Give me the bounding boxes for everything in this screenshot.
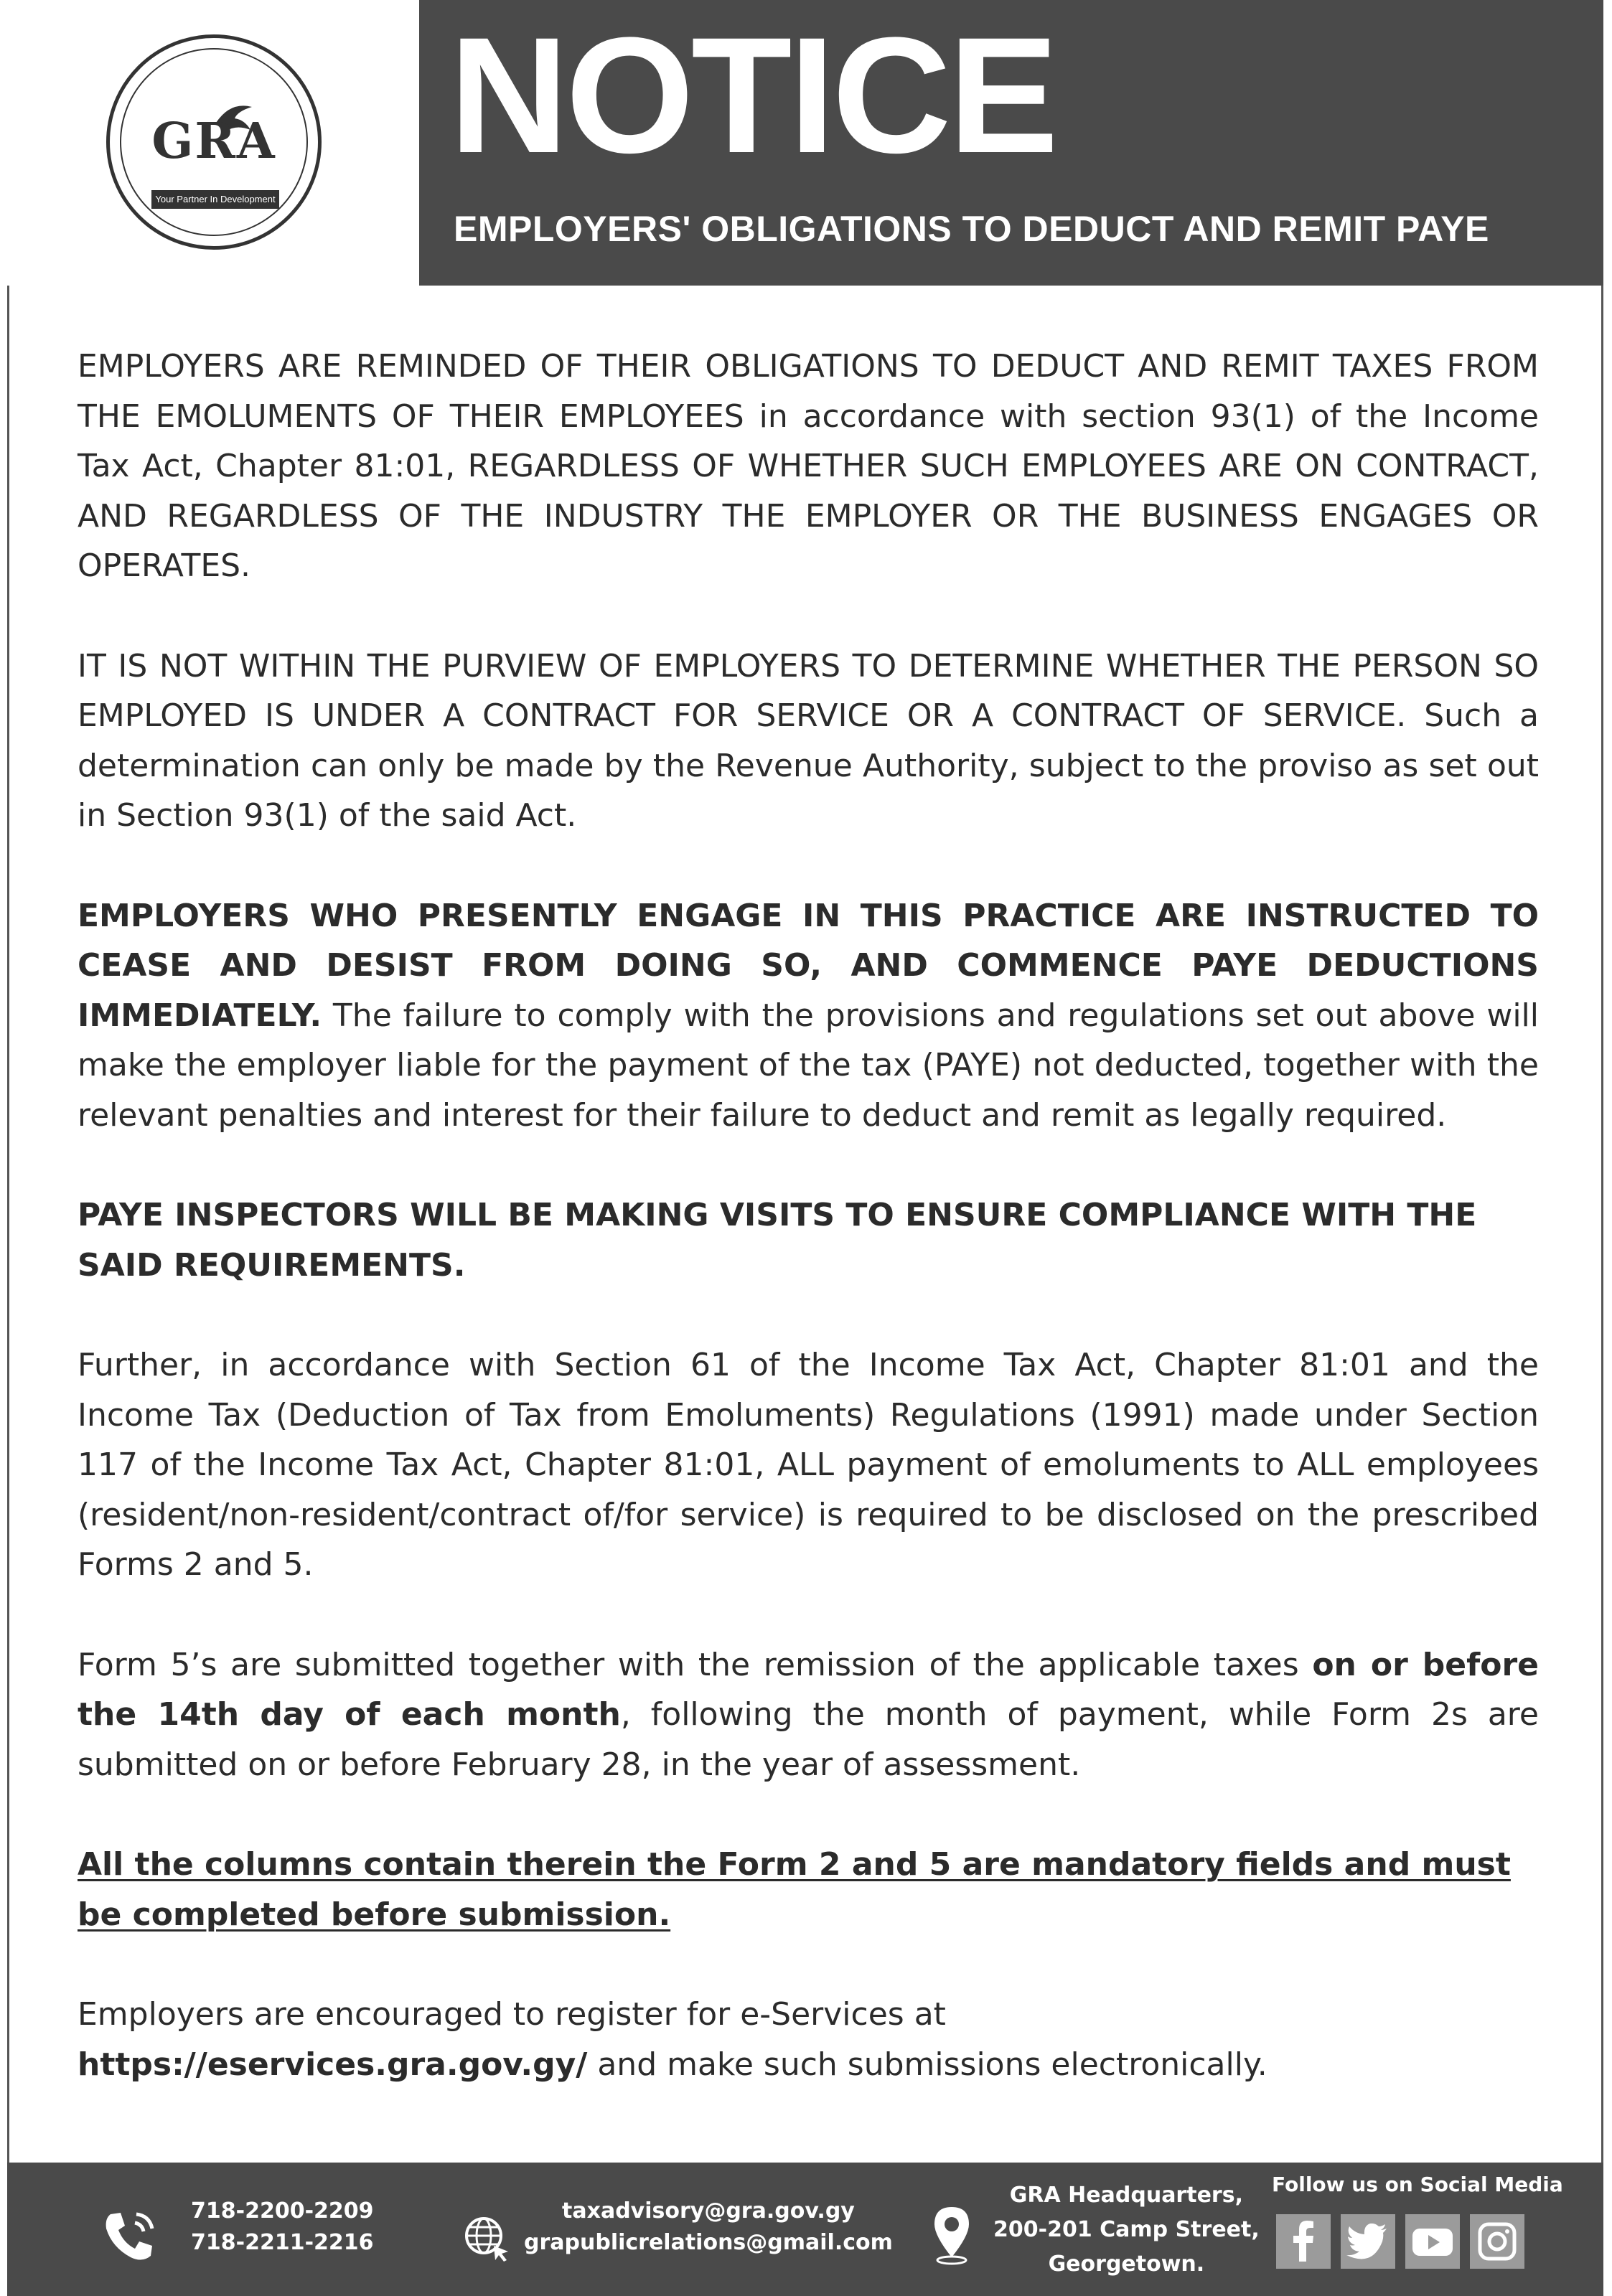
form-5-text-b: , following the month of payment, while Form 2s are submitted on or before February 28, in the year of assessment. — [78, 1696, 1540, 1783]
paragraph-eservices — [78, 1990, 1539, 2089]
paragraph-obligations: EMPLOYERS ARE REMINDED OF THEIR OBLIGATIONS TO DEDUCT AND REMIT TAXES FROM THE EMOLUMENTS OF THEIR EMPLOYEES in accordance with section 93(1) of the Income Tax Act, Chapter 81:01, REGARDLESS OF WHETHER SUCH EMPLOYEES ARE ON CONTRACT, AND REGARDLESS OF THE INDUSTRY THE EMPLOYER OR THE BUSINESS ENGAGES OR OPERATES. — [78, 348, 1539, 584]
eservices-link[interactable]: https://eservices.gra.gov.gy/ — [78, 2046, 588, 2083]
cease-desist-bold-text: EMPLOYERS WHO PRESENTLY ENGAGE IN THIS PRACTICE ARE INSTRUCTED TO CEASE AND DESIST FROM DOING SO, AND COMMENCE PAYE DEDUCTIONS IMMEDIATELY. — [78, 897, 1539, 1034]
email-taxadvisory[interactable]: taxadvisory@gra.gov.gy — [562, 2198, 855, 2224]
youtube-icon — [1405, 2214, 1460, 2269]
twitter-icon — [1341, 2214, 1395, 2269]
facebook-icon — [1276, 2214, 1331, 2269]
phone-icon — [99, 2206, 161, 2267]
form-5-text-a: Form 5’s are submitted together with the remission of the applicable taxes — [78, 1646, 1313, 1683]
phone-numbers — [191, 2196, 374, 2259]
location-pin-icon — [930, 2204, 973, 2266]
instagram-icon — [1470, 2214, 1524, 2269]
address-line-3: Georgetown. — [1048, 2252, 1205, 2277]
logo-area — [7, 0, 419, 286]
email-public-relations[interactable]: grapublicrelations@gmail.com — [524, 2230, 893, 2255]
paragraph-section-61: Further, in accordance with Section 61 of the Income Tax Act, Chapter 81:01 and the Income Tax (Deduction of Tax from Emoluments) Regulations (1991) made under Section 117 of the Income Tax Act, Chapter 81:01, ALL payment of emoluments to ALL employees (resident/non-resident/contract of/for service) is required to be disclosed on the prescribed Forms 2 and 5. — [78, 1347, 1539, 1583]
paragraph-form-5 — [78, 1640, 1539, 1790]
page-title: NOTICE — [449, 3, 1056, 187]
paragraph-purview: IT IS NOT WITHIN THE PURVIEW OF EMPLOYERS TO DETERMINE WHETHER THE PERSON SO EMPLOYED IS UNDER A CONTRACT FOR SERVICE OR A CONTRACT OF SERVICE. Such a determination can only be made by the Revenue Authority, subject to the proviso as set out in Section 93(1) of the said Act. — [78, 647, 1539, 834]
paragraph-inspectors: PAYE INSPECTORS WILL BE MAKING VISITS TO ENSURE COMPLIANCE WITH THE SAID REQUIREMENTS. — [78, 1197, 1477, 1284]
youtube-button[interactable] — [1405, 2214, 1460, 2269]
form-5-deadline: on or before the 14th day of each month — [78, 1646, 1539, 1733]
hq-address — [993, 2178, 1260, 2282]
phone-2[interactable]: 718-2211-2216 — [191, 2230, 374, 2255]
notice-body — [78, 342, 1539, 2140]
logo-letters: GRA — [151, 113, 276, 170]
paragraph-mandatory-fields: All the columns contain therein the Form 2 and 5 are mandatory fields and must be completed before submission. — [78, 1846, 1511, 1933]
facebook-button[interactable] — [1276, 2214, 1331, 2269]
social-title: Follow us on Social Media — [1272, 2173, 1563, 2196]
address-line-2: 200-201 Camp Street, — [993, 2217, 1260, 2242]
address-line-1: GRA Headquarters, — [1009, 2183, 1243, 2208]
eservices-text-b: and make such submissions electronically. — [587, 2046, 1267, 2083]
twitter-button[interactable] — [1341, 2214, 1395, 2269]
contact-footer — [7, 2163, 1603, 2296]
gra-logo — [106, 34, 322, 250]
instagram-button[interactable] — [1470, 2214, 1524, 2269]
page-subtitle: EMPLOYERS' OBLIGATIONS TO DEDUCT AND REMIT PAYE — [454, 209, 1489, 249]
globe-email-icon — [462, 2214, 511, 2263]
eservices-text-a: Employers are encouraged to register for e-Services at — [78, 1996, 946, 2033]
notice-header — [7, 0, 1603, 286]
gra-logo-inner-ring — [120, 48, 308, 236]
logo-tagline: Your Partner In Development — [151, 190, 279, 209]
paragraph-cease-desist — [78, 891, 1539, 1141]
phone-1[interactable]: 718-2200-2209 — [191, 2198, 374, 2224]
cease-desist-text: The failure to comply with the provisions and regulations set out above will make the employer liable for the payment of the tax (PAYE) not deducted, together with the relevant penalties and interest for their failure to deduct and remit as legally required. — [78, 997, 1539, 1134]
email-addresses — [524, 2196, 893, 2259]
title-band — [419, 0, 1603, 286]
